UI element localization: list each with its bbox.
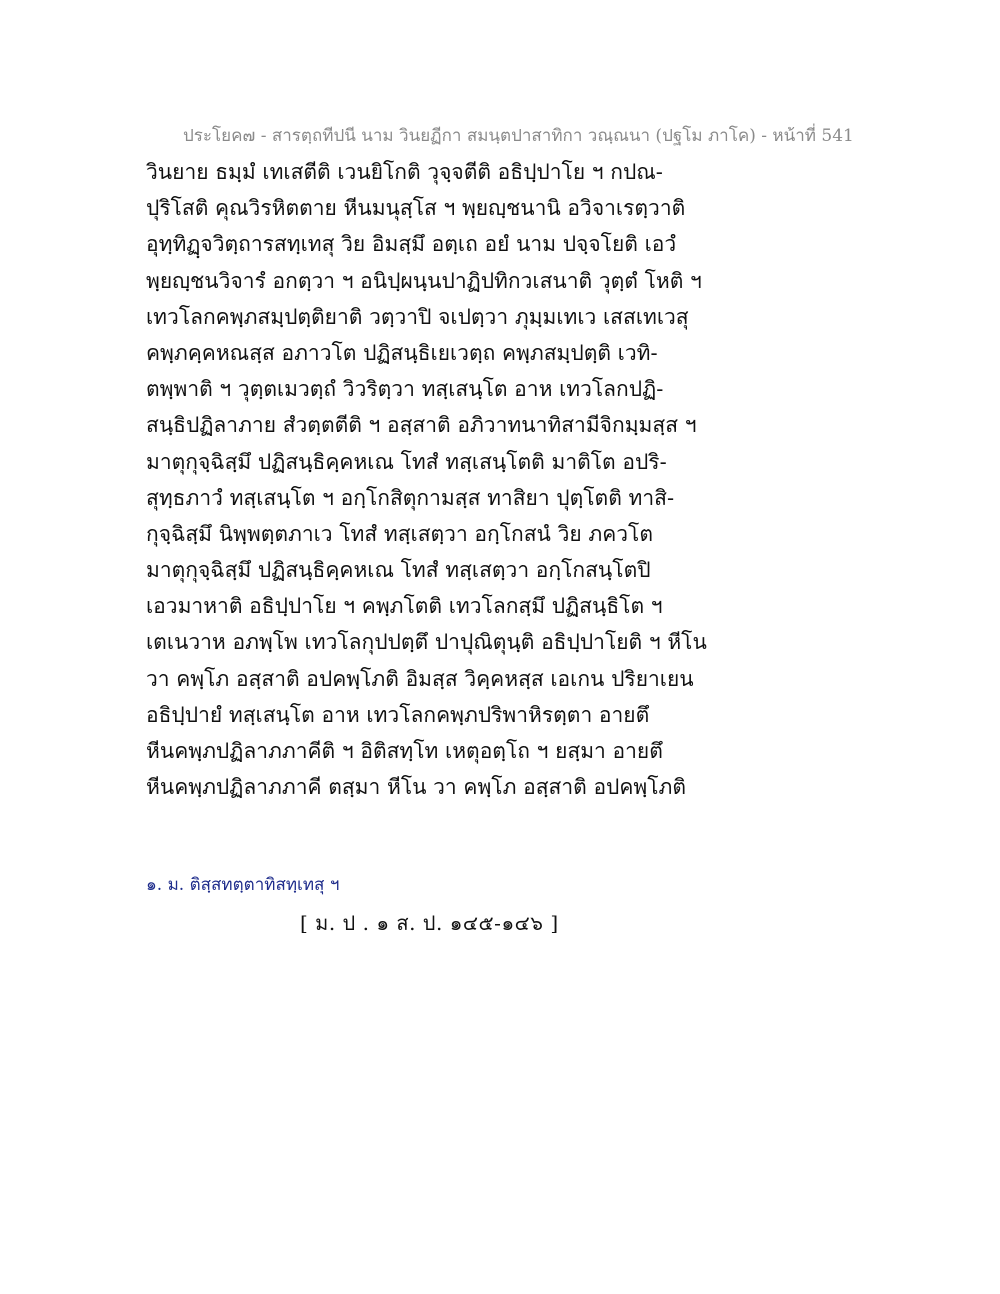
text-line: กุจฺฉิสฺมึ นิพฺพตฺตภาเว โทสํ ทสฺเสตฺวา อกฺโกสนํ วิย ภควโต (146, 521, 653, 546)
text-line: วินยาย ธมฺมํ เทเสตีติ เวนยิโกติ วุจฺจตีติ อธิปฺปาโย ฯ กปณ- (146, 160, 663, 184)
text-line: อธิปฺปายํ ทสฺเสนฺโต อาห เทวโลกคพฺภปริพาหิรตฺตา อายตึ (146, 702, 650, 727)
text-line: คพฺภคฺคหณสฺส อภาวโต ปฏิสนฺธิเยเวตฺถ คพฺภสมฺปตฺติ เวทิ- (146, 340, 658, 365)
text-line: เอวมาหาติ อธิปฺปาโย ฯ คพฺภโตติ เทวโลกสฺมึ ปฏิสนฺธิโต ฯ (146, 594, 663, 619)
text-line: ตพฺพาติ ฯ วุตฺตเมวตฺถํ วิวริตฺวา ทสฺเสนฺโต อาห เทวโลกปฏิ- (146, 377, 664, 402)
footnote: ๑. ม. ติสฺสทตฺตาทิสทฺเทสุ ฯ (146, 875, 340, 895)
running-header: ประโยค๗ - สารตฺถทีปนี นาม วินยฏีกา สมนฺตปาสาทิกา วณฺณนา (ปฐโม ภาโค) - หน้าที่ 541 (183, 126, 854, 146)
body-text (146, 154, 886, 805)
text-line: วา คพฺโภ อสฺสาติ อปคพฺโภติ อิมสฺส วิคฺคหสฺส เอเกน ปริยาเยน (146, 666, 694, 691)
text-line: เตเนวาห อภพฺโพ เทวโลกุปปตฺตึ ปาปุณิตุนฺติ อธิปฺปาโยติ ฯ หีโน (146, 630, 707, 655)
text-line: มาตุกุจฺฉิสฺมึ ปฏิสนฺธิคฺคหเณ โทสํ ทสฺเสตฺวา อกฺโกสนฺโตปิ (146, 558, 651, 583)
text-line: สุทฺธภาวํ ทสฺเสนฺโต ฯ อกฺโกสิตุกามสฺส ทาสิยา ปุตฺโตติ ทาสิ- (146, 485, 675, 510)
text-line: อุทฺทิฏฺจวิตฺถารสทฺเทสุ วิย อิมสฺมึ อตฺเถ อยํ นาม ปจฺจโยติ เอวํ (146, 232, 677, 257)
text-line: ปุริโสติ คุณวิรหิตตาย หีนมนุสฺโส ฯ พฺยญฺชนานิ อวิจาเรตฺวาติ (146, 196, 686, 221)
text-line: มาตุกุจฺฉิสฺมึ ปฏิสนฺธิคฺคหเณ โทสํ ทสฺเสนฺโตติ มาติโต อปริ- (146, 449, 667, 474)
text-line: หีนคพฺภปฏิลาภภาคีติ ฯ อิติสทฺโท เหตุอตฺโถ ฯ ยสฺมา อายตึ (146, 739, 663, 763)
text-line: สนฺธิปฏิลาภาย สํวตฺตตีติ ฯ อสฺสาติ อภิวาทนาทิสามีจิกมฺมสฺส ฯ (146, 413, 697, 438)
text-line: พฺยญฺชนวิจารํ อกตฺวา ฯ อนิปฺผนฺนปาฏิปทิกวเสนาติ วุตฺตํ โหติ ฯ (146, 268, 702, 293)
page-reference: [ ม. ป . ๑ ส. ป. ๑๔๕-๑๔๖ ] (300, 911, 559, 935)
text-line: หีนคพฺภปฏิลาภภาคี ตสฺมา หีโน วา คพฺโภ อสฺสาติ อปคพฺโภติ (146, 775, 687, 800)
text-line: เทวโลกคพฺภสมฺปตฺติยาติ วตฺวาปิ จเปตฺวา ภุมฺมเทเว เสสเทเวสุ (146, 304, 689, 329)
